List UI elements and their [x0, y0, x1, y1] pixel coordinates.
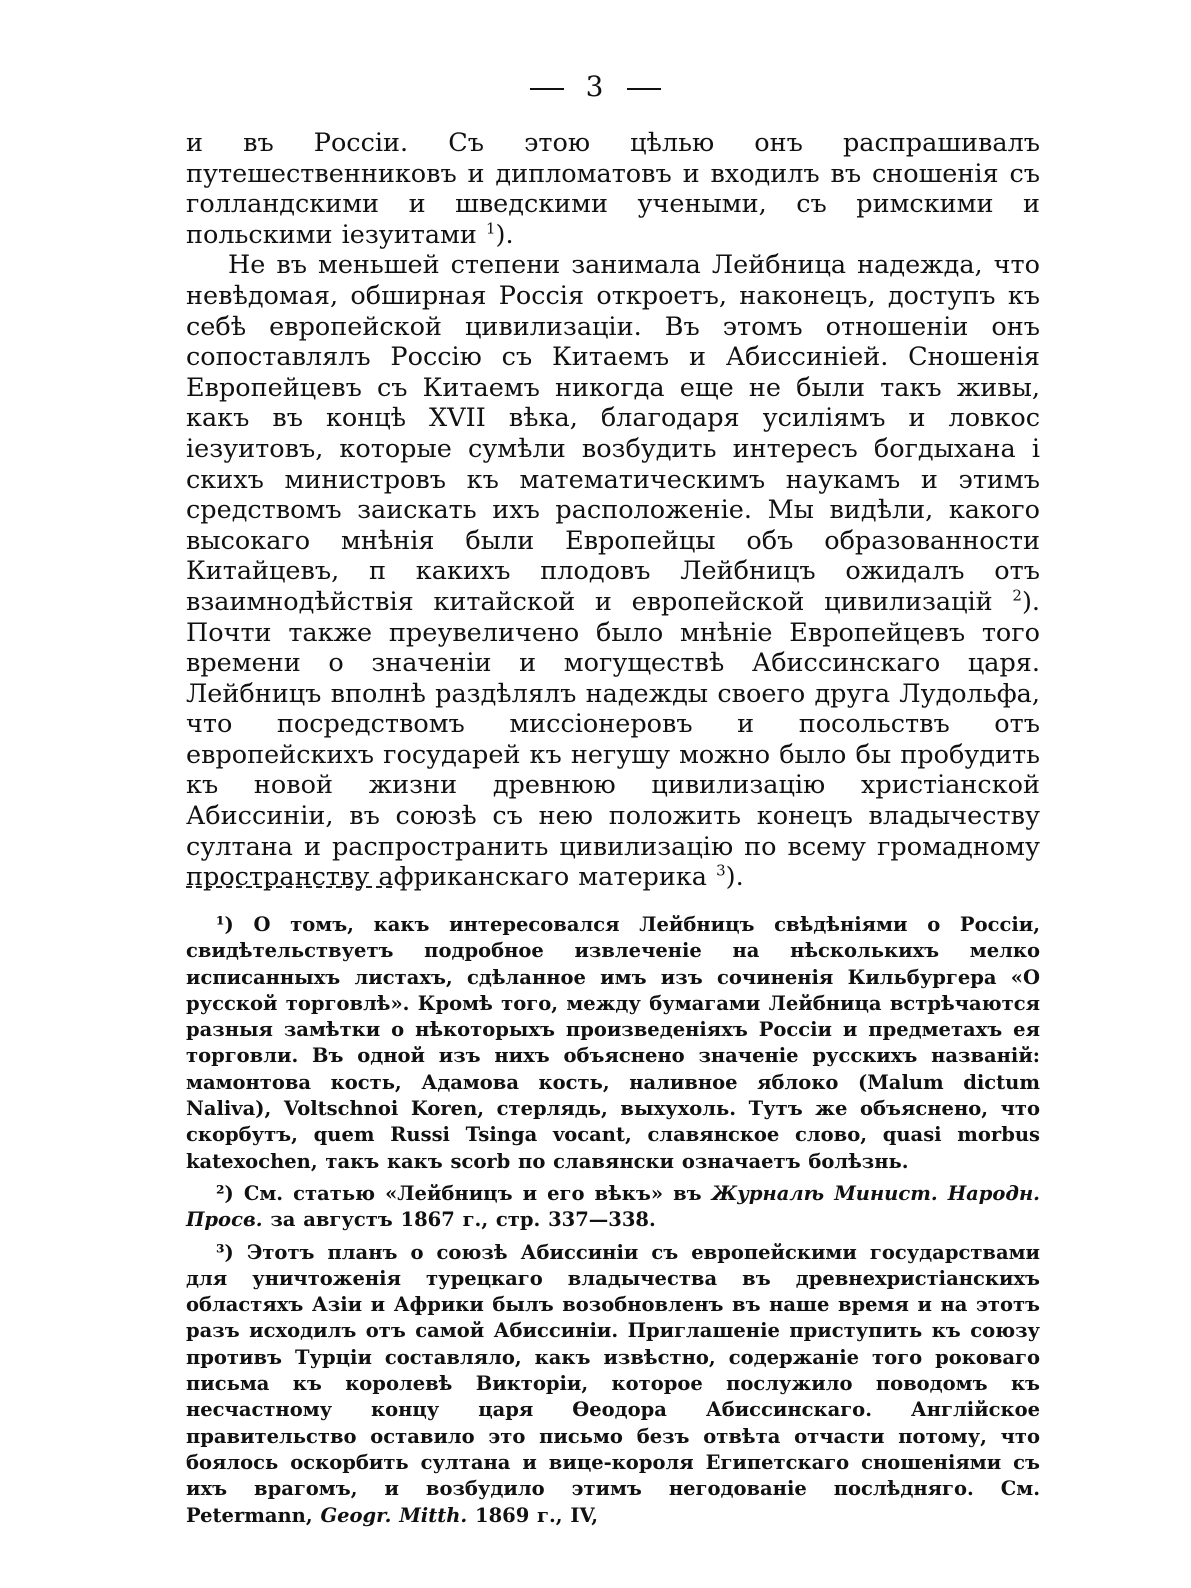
- left-dash: [530, 88, 564, 90]
- footnote-2-mark: ²): [216, 1181, 234, 1205]
- footnote-1-mark: ¹): [216, 913, 234, 936]
- paragraph-2-text-b: ). Почти также преувеличено было мнѣніе Европейцевъ того времени о значеніи и могуществѣ Абиссинскаго царя. Лейбницъ вполнѣ раздѣлялъ надежды своего друга Лудольфа, что посредствомъ миссіонеровъ и посольствъ отъ европейскихъ государей къ негушу можно было бы пробудить къ новой жизни древнюю цивилизацію христіанской Абиссиніи, въ союзѣ съ нею положить конецъ владычеству султана и распространить цивилизацію по всему громадному пространству африканскаго материка: [186, 586, 1040, 893]
- footnote-ref-2: 2: [1012, 586, 1022, 605]
- page-number-header: [0, 70, 1191, 103]
- paragraph-1: [186, 128, 1040, 250]
- footnotes: [186, 912, 1040, 1535]
- page-number: 3: [585, 70, 606, 103]
- footnote-3-text-a: Этотъ планъ о союзѣ Абиссиніи съ европейскими государствами для уничтоженія турецкаго владычества въ древнехристіанскихъ областяхъ Азіи и Африки былъ возобновленъ въ наше время и на этотъ разъ исходилъ отъ самой Абиссиніи. Приглашеніе приступить къ союзу противъ Турціи составляло, какъ извѣстно, содержаніе того роковаго письма къ королевѣ Викторіи, которое послужило поводомъ къ несчастному концу царя Ѳеодора Абиссинскаго. Англійское правительство оставило это письмо безъ отвѣта отчасти потому, что боялось оскорбить султана и вице-короля Египетскаго сношеніями съ ихъ врагомъ, и возбудило этимъ негодованіе послѣдняго. См.: [186, 1240, 1040, 1501]
- main-text: [186, 128, 1040, 893]
- footnote-3-mark: ³): [216, 1240, 234, 1264]
- footnote-1: [186, 912, 1040, 1175]
- footnote-2-text-b: за августъ 1867 г., стр. 337—338.: [270, 1208, 656, 1232]
- footnote-3-source-title: Geogr. Mitth.: [320, 1503, 468, 1527]
- footnote-ref-1: 1: [486, 219, 496, 238]
- paragraph-2-text-a: Не въ меньшей степени занимала Лейбница надежда, что невѣдомая, обширная Россія откроетъ, наконецъ, доступъ къ себѣ европейской цивилизаціи. Въ этомъ отношеніи онъ сопоставлялъ Россію съ Китаемъ и Абиссиніей. Сношенія Европейцевъ съ Китаемъ никогда еще не были такъ живы, какъ въ концѣ XVII вѣка, благодаря усиліямъ и ловкос іезуитовъ, которые сумѣли возбудить интересъ богдыхана і скихъ министровъ къ математическимъ наукамъ и этимъ средствомъ заискать ихъ расположеніе. Мы видѣли, какого высокаго мнѣнія были Европейцы объ образованности Китайцевъ, п какихъ плодовъ Лейбницъ ожидалъ отъ взаимнодѣйствія китайской и европейской цивилизацій: [186, 250, 1040, 617]
- footnote-ref-3: 3: [716, 861, 726, 880]
- footnote-2-journal: Журналѣ Минист. Народн. Просв.: [186, 1181, 1040, 1232]
- paragraph-1-end: ).: [495, 219, 514, 250]
- footnote-3-source: Petermann,: [186, 1503, 313, 1527]
- paragraph-2: [186, 250, 1040, 892]
- footnote-2-text-a: См. статью «Лейбницъ и его вѣкъ» въ: [243, 1181, 702, 1205]
- footnote-1-text: О томъ, какъ интересовался Лейбницъ свѣдѣніями о Россіи, свидѣтельствуетъ подробное извлеченіе на нѣсколькихъ мелко исписанныхъ листахъ, сдѣланное имъ изъ сочиненія Кильбургера «О русской торговлѣ». Кромѣ того, между бумагами Лейбница встрѣчаются разныя замѣтки о нѣкоторыхъ произведеніяхъ Россіи и предметахъ ея торговли. Въ одной изъ нихъ объяснено значеніе русскихъ названій: мамонтова кость, Адамова кость, наливное яблоко (Malum dictum Naliva), Voltschnoi Koren, стерлядь, выхухоль. Тутъ же объяснено, что скорбутъ, quem Russi Tsinga vocant, славянское слово, quasi morbus katexochen, такъ какъ scorb по славянски означаетъ болѣзнь.: [186, 913, 1040, 1173]
- footnote-2: [186, 1181, 1040, 1234]
- paragraph-2-end: ).: [725, 862, 744, 893]
- footnote-3: [186, 1240, 1040, 1529]
- footnote-divider: [186, 886, 392, 888]
- right-dash: [627, 88, 661, 90]
- footnote-3-text-b: 1869 г., IV,: [475, 1503, 599, 1527]
- paragraph-1-text: и въ Россіи. Съ этою цѣлью онъ распрашивалъ путешественниковъ и дипломатовъ и входилъ въ сношенія съ голландскими и шведскими учеными, съ римскими и польскими іезуитами: [186, 128, 1040, 250]
